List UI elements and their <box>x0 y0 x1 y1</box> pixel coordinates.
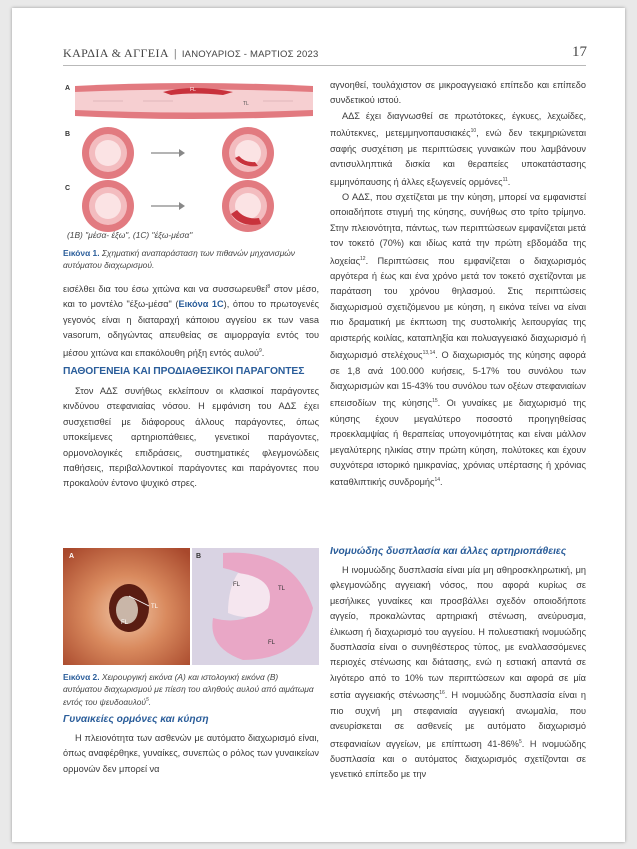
fig2-tl-label: TL <box>151 604 159 610</box>
pregnancy-text-d: . Οι γυναίκες με διαχωρισμό της κύησης έχουν μεγαλύτερο ποσοστό προηγηθείσας προεκλαμψίας ή θεραπείας υπογονιμότητας και είναι μάλλον μεγαλύτερης ηλικίας στην πρώτη κύηση, πολύτοκες και έχουν συχνότερα ιστορικό ημικρανίας, χρόνιας υπέρτασης ή χρόνιας καταθλιπτικής συνδρομής <box>330 398 586 488</box>
ref-14: 14 <box>434 477 440 484</box>
heading-pathogenesis: ΠΑΘΟΓΕΝΕΙΑ ΚΑΙ ΠΡΟΔΙΑΘΕΣΙΚΟΙ ΠΑΡΑΓΟΝΤΕΣ <box>63 366 305 377</box>
women-text-b: , ενώ δεν τεκμηριώνεται σαφής συσχέτιση με περιπτώσεις γυναικών που λαμβάνουν αντισυλληπτικά δισκία και θεραπείες υποκατάστασης εμμηνόπαυσης ή άλλες εξωγενείς ορμόνες <box>330 128 586 187</box>
figure-2-caption: Εικόνα 2. Χειρουργική εικόνα (A) και ιστολογική εικόνα (B) αυτόματου διαχωρισμού με πίεση του αληθούς αυλού από αιμάτωμα εντός του ψευδοαυλού$^5$. <box>63 672 314 707</box>
pregnancy-text-c: . Ο διαχωρισμός της κύησης αφορά σε 1,8 ανά 100.000 κυήσεις, 5-17% του συνόλου των διαχωρισμών και 15-43% του συνόλου των οξέων στεφανιαίων επεισοδίων της κύησης <box>330 350 586 409</box>
right-fmd-paragraph <box>330 563 586 783</box>
fmd-text-a: Η ινομυώδης δυσπλασία είναι μία μη αθηροσκληρωτική, μη φλεγμονώδης αγγειακή νόσος, που αφορά κυρίως σε μεσήλικες γυναίκες και προσβάλλει σχεδόν οποιοδήποτε αγγείο, προκαλώντας αρτηριακή στένωση, ανεύρυσμα, έλικωση ή διαχωρισμό του αγγείου. Η πολυεστιακή ινομυώδης δυσπλασία είναι ο συνηθέστερος τύπος, με εναλλασσόμενες περιοχές στένωσης και διάτασης, ενώ η εστιακή απαντά σε λιγότερο από το 10% των περιπτώσεων και αφορά σε μία εστία αγγειακής στένωσης <box>330 565 586 701</box>
fig1-panel-b-label: B <box>65 131 71 138</box>
ref-9: 9 <box>258 347 262 354</box>
fig2-panel-b-label: B <box>196 553 202 560</box>
ref-15: 15 <box>432 398 438 405</box>
issue-date: ΙΑΝΟΥΑΡΙΟΣ - ΜΑΡΤΙΟΣ 2023 <box>181 49 319 60</box>
figure-1-caption <box>63 248 319 271</box>
fig1-panel-a-label: A <box>65 85 71 92</box>
figure-2-images <box>63 548 319 665</box>
ref-16: 16 <box>439 690 445 697</box>
heading-fmd: Ινομυώδης δυσπλασία και άλλες αρτηριοπάθειες <box>330 546 567 557</box>
running-header <box>63 46 318 61</box>
fig2-panel-a-label: A <box>69 553 75 560</box>
intro-text-c: ), όπου το πρωτογενές γεγονός είναι η διαταραχή κάποιου αγγείου εκ των vasa vasorum, οδηγώντας απευθείας σε αιμορραγία εντός του μέσου χιτώνα και επακόλουθη ρήξη εντός αυλού <box>63 299 319 358</box>
hormones-text: Η πλειονότητα των ασθενών με αυτόματο διαχωρισμό είναι, όπως αναφέρθηκε, γυναίκες, συνεπώς ο ρόλος των γυναικείων ορμονών δεν μπορεί να <box>63 733 319 774</box>
fig1-panel-c-label: C <box>65 185 71 192</box>
left-pathogenesis-paragraph <box>63 384 319 492</box>
ref-5-fig: 5 <box>146 697 149 704</box>
left-intro-paragraph: εισέλθει δια του έσω χιτώνα και να συσσωρευθεί$^8$ στον μέσο, και το μοντέλο "έξω-μέσα" (Εικόνα 1C), όπου το πρωτογενές γεγονός είναι η διαταραχή κάποιου αγγείου εκ των vasa vasorum, οδηγώντας απευθείας σε αιμορραγία εντός του μέσου χιτώνα και επακόλουθη ρήξη εντός αυλού$^9$. <box>63 284 320 358</box>
intro-figure-ref: Εικόνα 1C <box>178 299 224 310</box>
women-text-a: ΑΔΣ έχει διαγνωσθεί σε πρωτότοκες, έγκυες, λεχωίδες, πολύτεκνες, μετεμμηνοπαυσιακές <box>330 110 586 139</box>
fig2-b-fl2-label: FL <box>268 640 276 646</box>
fig1-panel-b-vessels <box>82 127 274 179</box>
ref-12: 12 <box>360 255 366 262</box>
fmd-text-c: . Η ινομυώδης δυσπλασία και ο αυτόματος διαχωρισμός σχετίζονται σε γενετικό επίπεδο με την <box>330 738 586 780</box>
fig2-fl-label: FL <box>121 620 129 626</box>
ref-10: 10 <box>470 128 477 135</box>
intro-text-a: εισέλθει δια του έσω χιτώνα και να συσσωρευθεί <box>63 284 268 295</box>
fig1-panel-c-vessels <box>82 180 274 232</box>
ref-8: 8 <box>267 284 271 290</box>
figure-2-caption-label: Εικόνα 2. <box>63 672 100 682</box>
pregnancy-text-a: Ο ΑΔΣ, που σχετίζεται με την κύηση, μπορεί να εμφανιστεί οποιαδήποτε στιγμή της κύησης, συνήθως στο τρίτο τρίμηνο. Στην πλειονότητα, πάντως, των περιπτώσεων εμφανίζεται μετά τον τοκετό (70%) και ιδίως κατά την πρώτη εβδομάδα της λοχείας <box>330 191 586 266</box>
fig1-tl-label: TL <box>243 101 249 107</box>
pregnancy-text-b: . Περιπτώσεις που εμφανίζεται ο διαχωρισμός αργότερα ή έως και ένα χρόνο μετά τον τοκετό σχετίζονται με παράταση του χρόνου θηλασμού. Στις περιπτώσεις διαχωρισμού σχετιζόμενου με κύηση, η εικόνα τείνει να είναι πιο δραματική με έκπτωση της συστολικής λειτουργίας της αριστερής κοιλίας, καταπληξία και πολυαγγειακό διαχωρισμό ή διαχωρισμό στελέχους <box>330 255 586 361</box>
ref-13-14: 13,14 <box>422 350 436 357</box>
figure-1-caption-text: Σχηματική αναπαράσταση των πιθανών μηχανισμών αυτόματου διαχωρισμού. <box>63 248 295 270</box>
right-continuation: αγνοηθεί, τουλάχιστον σε μικροαγγειακό επίπεδο και επίπεδο συνδετικού ιστού. <box>330 80 586 106</box>
fmd-text-b: . Η ινομυώδης δυσπλασία είναι η πιο συχνή μη στεφανιαία αγγειακή ανωμαλία, που ανευρίσκεται σε ασθενείς με αυτόματο διαχωρισμό στεφανιαίων αγγείων, με επίπτωση 41-86% <box>330 690 587 749</box>
fig2-b-fl-label: FL <box>233 582 241 588</box>
left-hormones-paragraph <box>63 731 319 777</box>
heading-hormones: Γυναικείες ορμόνες και κύηση <box>63 714 209 725</box>
figure-2-caption-text: Χειρουργική εικόνα (A) και ιστολογική εικόνα (B) αυτόματου διαχωρισμού με πίεση του αληθούς αυλού από αιμάτωμα εντός του ψευδοαυλού <box>63 672 314 707</box>
pathogenesis-text: Στον ΑΔΣ συνήθως εκλείπουν οι κλασικοί παράγοντες κινδύνου στεφανιαίας νόσου. Η εμφάνιση του ΑΔΣ έχει συσχετισθεί με διάφορους άλλους παράγοντες, όπως υποκείμενες αρτηριοπάθειες, γενετικοί παράγοντες, ορμονολογικές επιδράσεις, συστηματικές φλεγμονώδεις παθήσεις, περιβαλλοντικοί παράγοντες και παράγοντες που προκαλούν έντονο ψυχικό στρες. <box>63 386 319 489</box>
header-rule <box>63 65 586 66</box>
fig2-b-tl-label: TL <box>278 586 286 592</box>
figure-1-diagram <box>63 78 319 243</box>
ref-11: 11 <box>502 176 508 183</box>
figure-1-subcaption: (1B) "μέσα- έξω", (1C) "έξω-μέσα" <box>67 230 193 240</box>
figure-1-caption-label: Εικόνα 1. <box>63 248 100 258</box>
intro-text-b: στον μέσο, και το μοντέλο "έξω-μέσα" ( <box>63 284 320 310</box>
right-column-text: αγνοηθεί, τουλάχιστον σε μικροαγγειακό επίπεδο και επίπεδο συνδετικού ιστού. ΑΔΣ έχει διαγνωσθεί σε πρωτότοκες, έγκυες, λεχωίδες, πολύτεκνες, μετεμμηνοπαυσιακές$^{10}$, ενώ δεν τεκμηριώνεται σαφής συσχέτιση με περιπτώσεις γυναικών που λαμβάνουν αντισυλληπτικά δισκία και θεραπείες υποκατάστασης εμμηνόπαυσης ή άλλες εξωγενείς ορμόνες$^{11}$. Ο ΑΔΣ, που σχετίζεται με την κύηση, μπορεί να εμφανιστεί οποιαδήποτε στιγμή της κύησης, συνήθως στο τρίτο τρίμηνο. Στην πλειονότητα, πάντως, των περιπτώσεων εμφανίζεται μετά τον τοκετό (70%) και ιδίως κατά την πρώτη εβδομάδα της λοχείας$^{12}$. Περιπτώσεις που εμφανίζεται ο διαχωρισμός αργότερα ή έως και ένα χρόνο μετά τον τοκετό σχετίζονται με παράταση του χρόνου θηλασμού. Στις περιπτώσεις διαχωρισμού σχετιζόμενου με κύηση, η εικόνα τείνει να είναι πιο δραματική με έκπτωση της συστολικής λειτουργίας της αριστερής κοιλίας, καταπληξία και πολυαγγειακό διαχωρισμό ή διαχωρισμό στελέχους$^{13,14}$. Ο διαχωρισμός της κύησης αφορά σε 1,8 ανά 100.000 κυήσεις, 5-17% του συνόλου των διαχωρισμών και 15-43% του συνόλου των οξέων στεφανιαίων επεισοδίων της κύησης$^{15}$. Οι γυναίκες με διαχωρισμό της κύησης έχουν μεγαλύτερο ποσοστό προηγηθείσας προεκλαμψίας ή θεραπείας υπογονιμότητας και είναι μάλλον μεγαλύτερης ηλικίας στην πρώτη κύηση, πολύτοκες και έχουν συχνότερα ιστορικό ημικρανίας, χρόνιας υπέρτασης ή χρόνιας καταθλιπτικής συνδρομής$^{14}$. <box>330 80 586 488</box>
fig1-fl-label: FL <box>190 87 196 93</box>
journal-title: ΚΑΡΔΙΑ & ΑΓΓΕΙΑ <box>63 46 169 60</box>
page-number: 17 <box>572 44 587 60</box>
journal-page <box>12 8 625 842</box>
header-separator: | <box>174 46 177 60</box>
ref-5b: 5 <box>518 738 522 745</box>
